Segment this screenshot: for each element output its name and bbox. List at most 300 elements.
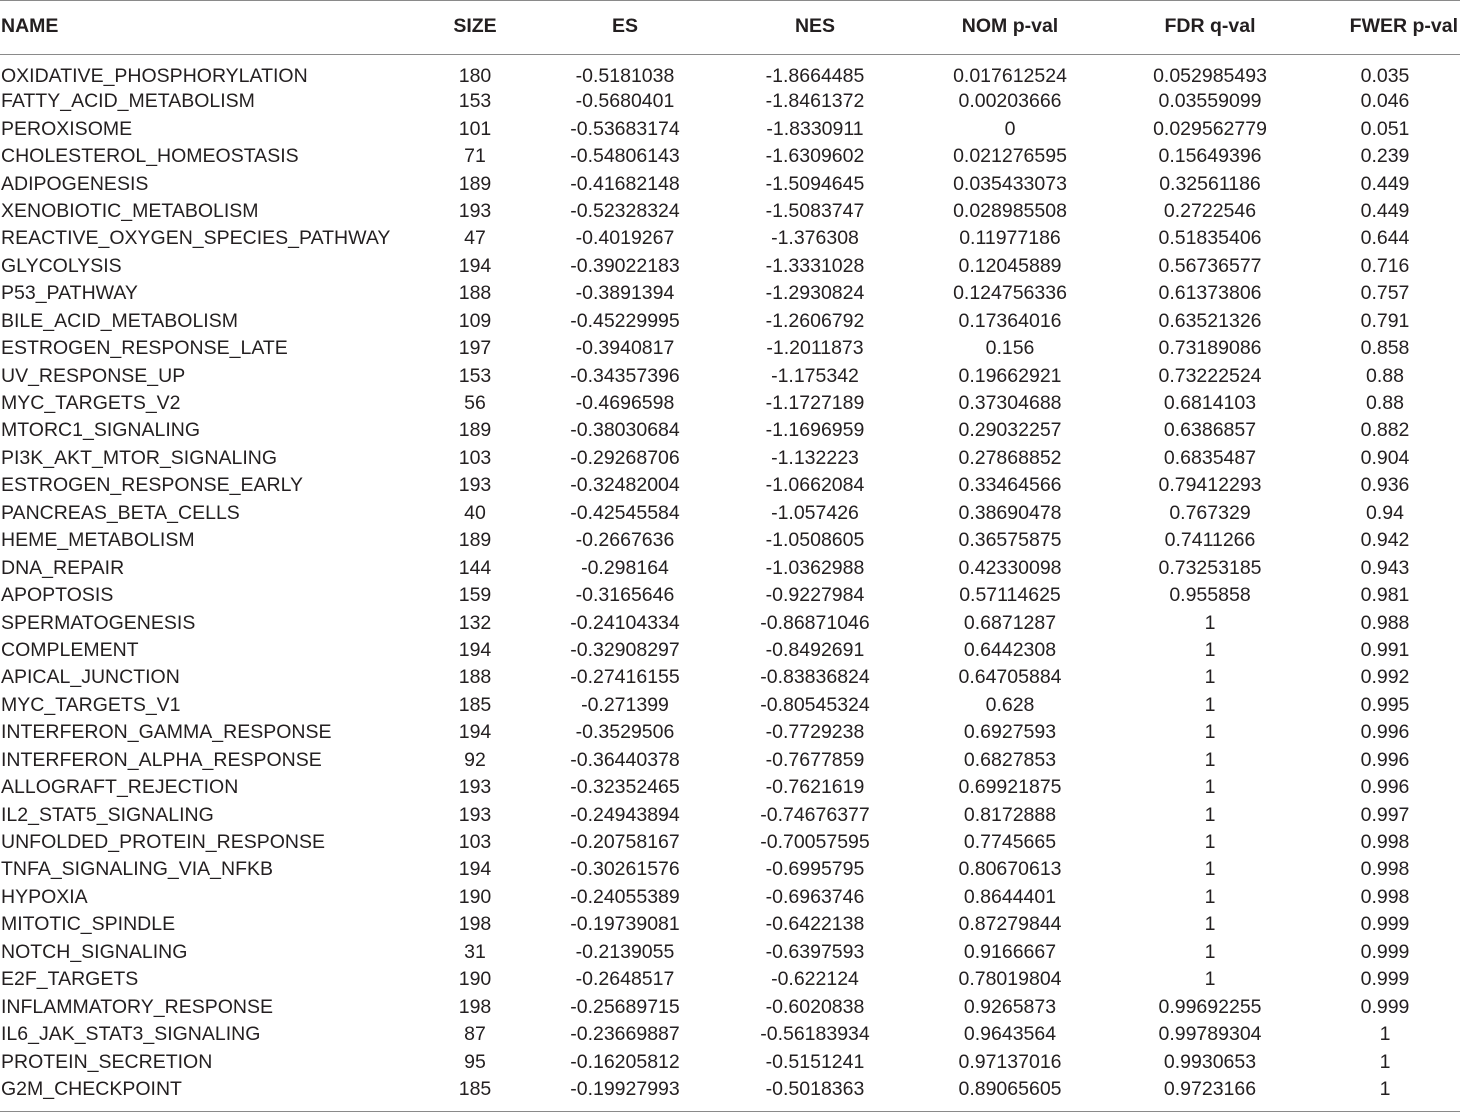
- cell-nes: -0.8492691: [765, 638, 865, 661]
- table-row: [0, 609, 1460, 636]
- cell-nom-pval: 0.37304688: [958, 392, 1062, 415]
- cell-name: INTERFERON_GAMMA_RESPONSE: [1, 721, 332, 744]
- table-row: [0, 170, 1460, 197]
- cell-fdr-qval: 0.51835406: [1158, 227, 1262, 250]
- cell-name: COMPLEMENT: [1, 638, 139, 661]
- cell-fwer-pval: 0.046: [1360, 90, 1410, 113]
- cell-fwer-pval: 0.644: [1360, 227, 1410, 250]
- cell-fdr-qval: 0.052985493: [1153, 65, 1267, 87]
- cell-size: 190: [458, 968, 492, 991]
- cell-es: -0.52328324: [570, 199, 680, 222]
- cell-nes: -0.6397593: [765, 940, 865, 963]
- table-row: [0, 554, 1460, 581]
- cell-fdr-qval: 0.03559099: [1158, 90, 1262, 113]
- cell-es: -0.53683174: [570, 117, 680, 140]
- table-row: [0, 664, 1460, 691]
- cell-fwer-pval: 0.88: [1366, 392, 1404, 415]
- cell-es: -0.32482004: [570, 474, 680, 497]
- cell-size: 189: [458, 419, 492, 442]
- cell-name: HEME_METABOLISM: [1, 529, 195, 552]
- cell-fwer-pval: 0.943: [1360, 556, 1410, 579]
- cell-name: ESTROGEN_RESPONSE_LATE: [1, 337, 288, 360]
- table-row: [0, 527, 1460, 554]
- cell-size: 198: [458, 913, 492, 936]
- cell-nes: -0.80545324: [760, 693, 870, 716]
- cell-nom-pval: 0.27868852: [958, 446, 1062, 469]
- table-row: [0, 637, 1460, 664]
- cell-name: APICAL_JUNCTION: [1, 666, 180, 689]
- table-row: [0, 829, 1460, 856]
- cell-size: 31: [464, 940, 486, 963]
- cell-fwer-pval: 0.995: [1360, 693, 1410, 716]
- cell-fdr-qval: 1: [1204, 693, 1216, 716]
- cell-fwer-pval: 0.998: [1360, 858, 1410, 881]
- cell-nes: -0.86871046: [760, 611, 870, 634]
- cell-fdr-qval: 1: [1204, 968, 1216, 991]
- cell-nes: -1.1727189: [765, 392, 865, 415]
- cell-size: 180: [458, 65, 492, 87]
- cell-nes: -0.6995795: [765, 858, 865, 881]
- cell-name: INFLAMMATORY_RESPONSE: [1, 995, 273, 1018]
- cell-fdr-qval: 0.73253185: [1158, 556, 1262, 579]
- cell-fdr-qval: 0.73222524: [1158, 364, 1262, 387]
- cell-size: 185: [458, 693, 492, 716]
- cell-name: ADIPOGENESIS: [1, 172, 149, 195]
- cell-nom-pval: 0.9166667: [963, 940, 1057, 963]
- cell-fdr-qval: 0.2722546: [1163, 199, 1257, 222]
- table-row: [0, 308, 1460, 335]
- cell-nom-pval: 0.38690478: [958, 501, 1062, 524]
- cell-fdr-qval: 0.15649396: [1158, 145, 1262, 168]
- cell-es: -0.27416155: [570, 666, 680, 689]
- cell-es: -0.2667636: [575, 529, 675, 552]
- cell-nom-pval: 0.124756336: [953, 282, 1067, 305]
- cell-es: -0.30261576: [570, 858, 680, 881]
- cell-size: 193: [458, 199, 492, 222]
- table-row: [0, 993, 1460, 1020]
- cell-nom-pval: 0.6442308: [963, 638, 1057, 661]
- cell-name: APOPTOSIS: [1, 584, 114, 607]
- cell-es: -0.2648517: [575, 968, 675, 991]
- cell-fdr-qval: 1: [1204, 721, 1216, 744]
- cell-nes: -0.56183934: [760, 1023, 870, 1046]
- cell-size: 153: [458, 364, 492, 387]
- cell-nes: -1.8330911: [766, 117, 864, 140]
- column-header-size: SIZE: [420, 1, 530, 55]
- cell-size: 109: [458, 309, 492, 332]
- cell-name: P53_PATHWAY: [1, 282, 138, 305]
- cell-name: OXIDATIVE_PHOSPHORYLATION: [1, 65, 308, 87]
- cell-name: PI3K_AKT_MTOR_SIGNALING: [1, 446, 277, 469]
- cell-fdr-qval: 0.6835487: [1163, 446, 1257, 469]
- cell-es: -0.3165646: [575, 584, 675, 607]
- table-row: [0, 856, 1460, 883]
- cell-name: CHOLESTEROL_HOMEOSTASIS: [1, 145, 299, 168]
- cell-size: 189: [458, 172, 492, 195]
- cell-fwer-pval: 0.051: [1360, 117, 1410, 140]
- cell-es: -0.24104334: [570, 611, 680, 634]
- cell-name: UV_RESPONSE_UP: [1, 364, 186, 387]
- cell-nes: -1.3331028: [765, 254, 865, 277]
- cell-nes: -0.622124: [771, 968, 859, 991]
- cell-nom-pval: 0.6827853: [963, 748, 1057, 771]
- cell-size: 71: [464, 145, 486, 168]
- cell-fwer-pval: 0.999: [1360, 913, 1410, 936]
- cell-fwer-pval: 0.999: [1360, 995, 1410, 1018]
- cell-es: -0.32352465: [570, 776, 680, 799]
- cell-nom-pval: 0.6871287: [963, 611, 1057, 634]
- table-row: [0, 939, 1460, 966]
- cell-es: -0.16205812: [570, 1050, 680, 1073]
- cell-es: -0.42545584: [570, 501, 680, 524]
- cell-es: -0.20758167: [570, 831, 680, 854]
- cell-nes: -0.70057595: [760, 831, 870, 854]
- cell-es: -0.39022183: [570, 254, 680, 277]
- cell-fdr-qval: 0.99692255: [1158, 995, 1262, 1018]
- table-row: [0, 719, 1460, 746]
- cell-nom-pval: 0.36575875: [958, 529, 1062, 552]
- cell-fdr-qval: 0.955858: [1169, 584, 1251, 607]
- cell-fwer-pval: 0.998: [1360, 831, 1410, 854]
- cell-nes: -0.7677859: [765, 748, 865, 771]
- cell-es: -0.5680401: [575, 90, 675, 113]
- cell-name: BILE_ACID_METABOLISM: [1, 309, 238, 332]
- cell-fwer-pval: 0.882: [1360, 419, 1410, 442]
- cell-nes: -1.1696959: [765, 419, 865, 442]
- table-row: [0, 335, 1460, 362]
- column-header-fdr-qval: FDR q-val: [1110, 1, 1310, 55]
- cell-es: -0.29268706: [570, 446, 680, 469]
- cell-es: -0.4019267: [575, 227, 675, 250]
- table-row: [0, 55, 1460, 89]
- table-body: [0, 55, 1460, 1112]
- table-row: [0, 390, 1460, 417]
- cell-name: E2F_TARGETS: [1, 968, 139, 991]
- cell-size: 101: [458, 117, 492, 140]
- table-row: [0, 500, 1460, 527]
- column-header-fwer-pval: FWER p-val: [1310, 1, 1460, 55]
- cell-nes: -1.2011873: [766, 337, 864, 360]
- table-row: [0, 1076, 1460, 1112]
- cell-nom-pval: 0.017612524: [953, 65, 1067, 87]
- cell-nom-pval: 0.00203666: [958, 90, 1062, 113]
- cell-nom-pval: 0.628: [985, 693, 1035, 716]
- cell-nom-pval: 0.80670613: [958, 858, 1062, 881]
- cell-fwer-pval: 0.757: [1360, 282, 1410, 305]
- cell-fdr-qval: 1: [1204, 611, 1216, 634]
- column-header-nom-pval: NOM p-val: [910, 1, 1110, 55]
- cell-size: 193: [458, 776, 492, 799]
- cell-fdr-qval: 0.9930653: [1163, 1050, 1257, 1073]
- cell-fdr-qval: 0.6386857: [1163, 419, 1257, 442]
- cell-size: 144: [458, 556, 492, 579]
- table-row: [0, 280, 1460, 307]
- cell-nom-pval: 0.9643564: [963, 1023, 1057, 1046]
- cell-fdr-qval: 1: [1204, 748, 1216, 771]
- cell-fdr-qval: 0.6814103: [1163, 392, 1257, 415]
- column-header-es: ES: [530, 1, 720, 55]
- cell-nes: -1.175342: [771, 364, 859, 387]
- cell-nes: -0.6422138: [765, 913, 865, 936]
- cell-es: -0.298164: [581, 556, 669, 579]
- cell-nom-pval: 0.028985508: [953, 199, 1067, 222]
- cell-fwer-pval: 0.449: [1360, 199, 1410, 222]
- cell-nom-pval: 0.17364016: [958, 309, 1062, 332]
- cell-es: -0.271399: [581, 693, 669, 716]
- cell-nes: -0.7729238: [765, 721, 865, 744]
- cell-size: 56: [464, 392, 486, 415]
- cell-es: -0.19739081: [570, 913, 680, 936]
- cell-nom-pval: 0.7745665: [963, 831, 1057, 854]
- table-row: [0, 1048, 1460, 1075]
- cell-size: 197: [458, 337, 492, 360]
- cell-nes: -1.6309602: [765, 145, 865, 168]
- table-row: [0, 1021, 1460, 1048]
- cell-nom-pval: 0.78019804: [958, 968, 1062, 991]
- cell-name: IL2_STAT5_SIGNALING: [1, 803, 214, 826]
- table-row: [0, 966, 1460, 993]
- cell-es: -0.45229995: [570, 309, 680, 332]
- cell-fwer-pval: 0.449: [1360, 172, 1410, 195]
- cell-nes: -1.132223: [771, 446, 859, 469]
- cell-nes: -1.0362988: [765, 556, 865, 579]
- cell-name: GLYCOLYSIS: [1, 254, 122, 277]
- table-row: [0, 774, 1460, 801]
- cell-fwer-pval: 0.858: [1360, 337, 1410, 360]
- cell-nom-pval: 0.035433073: [953, 172, 1067, 195]
- cell-fdr-qval: 0.7411266: [1164, 529, 1256, 552]
- cell-name: XENOBIOTIC_METABOLISM: [1, 199, 259, 222]
- cell-nom-pval: 0.12045889: [958, 254, 1062, 277]
- cell-es: -0.4696598: [575, 392, 675, 415]
- cell-nes: -1.057426: [771, 501, 859, 524]
- cell-fwer-pval: 1: [1379, 1023, 1391, 1046]
- cell-size: 194: [458, 721, 492, 744]
- cell-es: -0.41682148: [570, 172, 680, 195]
- cell-fdr-qval: 0.32561186: [1159, 172, 1261, 195]
- cell-size: 193: [458, 474, 492, 497]
- cell-size: 193: [458, 803, 492, 826]
- cell-fdr-qval: 1: [1204, 885, 1216, 908]
- table-row: [0, 362, 1460, 389]
- cell-fwer-pval: 0.997: [1360, 803, 1410, 826]
- cell-name: MITOTIC_SPINDLE: [1, 913, 176, 936]
- cell-fdr-qval: 1: [1204, 913, 1216, 936]
- cell-fdr-qval: 1: [1204, 940, 1216, 963]
- table-row: [0, 143, 1460, 170]
- cell-size: 198: [458, 995, 492, 1018]
- cell-fdr-qval: 0.73189086: [1158, 337, 1262, 360]
- cell-fwer-pval: 0.716: [1360, 254, 1410, 277]
- cell-size: 40: [464, 501, 486, 524]
- cell-nes: -1.8664485: [765, 65, 865, 87]
- cell-size: 103: [458, 446, 492, 469]
- cell-nom-pval: 0.9265873: [963, 995, 1057, 1018]
- cell-name: UNFOLDED_PROTEIN_RESPONSE: [1, 831, 325, 854]
- column-header-name: NAME: [0, 1, 420, 55]
- cell-size: 153: [458, 90, 492, 113]
- cell-size: 103: [458, 831, 492, 854]
- cell-fwer-pval: 0.999: [1360, 968, 1410, 991]
- table-header-row: [0, 1, 1460, 55]
- cell-fwer-pval: 0.88: [1366, 364, 1404, 387]
- cell-size: 159: [458, 584, 492, 607]
- cell-size: 132: [458, 611, 492, 634]
- cell-fwer-pval: 1: [1379, 1050, 1391, 1073]
- cell-nom-pval: 0.11977186: [959, 227, 1061, 250]
- cell-fdr-qval: 1: [1204, 638, 1216, 661]
- cell-nes: -1.2606792: [765, 309, 865, 332]
- table-row: [0, 582, 1460, 609]
- cell-nom-pval: 0.57114625: [959, 584, 1061, 607]
- table-row: [0, 198, 1460, 225]
- cell-fwer-pval: 1: [1310, 1076, 1460, 1112]
- table-row: [0, 88, 1460, 115]
- cell-fwer-pval: 0.999: [1360, 940, 1410, 963]
- cell-name: MTORC1_SIGNALING: [1, 419, 201, 442]
- cell-nes: -0.74676377: [760, 803, 870, 826]
- cell-es: -0.54806143: [570, 145, 680, 168]
- cell-es: -0.3529506: [575, 721, 675, 744]
- cell-nes: -0.6963746: [765, 885, 865, 908]
- table-row: [0, 472, 1460, 499]
- cell-nes: -1.5094645: [765, 172, 865, 195]
- cell-fdr-qval: 0.767329: [1169, 501, 1251, 524]
- cell-nes: -0.7621619: [765, 776, 865, 799]
- cell-name: FATTY_ACID_METABOLISM: [1, 90, 255, 113]
- cell-nes: -1.376308: [771, 227, 859, 250]
- cell-nom-pval: 0.021276595: [953, 145, 1067, 168]
- cell-name: MYC_TARGETS_V2: [1, 392, 181, 415]
- table-row: [0, 801, 1460, 828]
- cell-nes: -1.0662084: [765, 474, 865, 497]
- cell-size: 95: [464, 1050, 486, 1073]
- cell-es: -0.3891394: [575, 282, 675, 305]
- cell-fwer-pval: 0.936: [1360, 474, 1410, 497]
- cell-nes: -0.83836824: [760, 666, 870, 689]
- table-row: [0, 911, 1460, 938]
- cell-name: HYPOXIA: [1, 885, 88, 908]
- cell-fwer-pval: 0.996: [1360, 748, 1410, 771]
- cell-fwer-pval: 0.239: [1360, 145, 1410, 168]
- column-header-nes: NES: [720, 1, 910, 55]
- cell-fdr-qval: 0.56736577: [1158, 254, 1262, 277]
- table-row: [0, 692, 1460, 719]
- cell-nom-pval: 0.19662921: [958, 364, 1062, 387]
- cell-nom-pval: 0.97137016: [958, 1050, 1062, 1073]
- cell-size: 189: [458, 529, 492, 552]
- cell-es: -0.34357396: [570, 364, 680, 387]
- cell-es: -0.23669887: [570, 1023, 680, 1046]
- table-row: [0, 884, 1460, 911]
- cell-fdr-qval: 0.029562779: [1153, 117, 1267, 140]
- cell-nom-pval: 0.8172888: [963, 803, 1057, 826]
- table-row: [0, 225, 1460, 252]
- cell-fdr-qval: 1: [1204, 831, 1216, 854]
- cell-es: -0.19927993: [530, 1076, 720, 1112]
- table-row: [0, 445, 1460, 472]
- cell-name: PROTEIN_SECRETION: [1, 1050, 213, 1073]
- cell-size: 190: [458, 885, 492, 908]
- cell-fdr-qval: 0.99789304: [1158, 1023, 1262, 1046]
- cell-nes: -0.5018363: [720, 1076, 910, 1112]
- cell-name: PANCREAS_BETA_CELLS: [1, 501, 240, 524]
- cell-size: 194: [458, 638, 492, 661]
- cell-es: -0.24943894: [570, 803, 680, 826]
- cell-fdr-qval: 0.63521326: [1158, 309, 1262, 332]
- cell-fdr-qval: 1: [1204, 666, 1216, 689]
- cell-fwer-pval: 0.996: [1360, 776, 1410, 799]
- cell-es: -0.36440378: [570, 748, 680, 771]
- cell-es: -0.25689715: [570, 995, 680, 1018]
- cell-fwer-pval: 0.991: [1360, 638, 1410, 661]
- cell-fwer-pval: 0.998: [1360, 885, 1410, 908]
- cell-fdr-qval: 0.61373806: [1158, 282, 1262, 305]
- cell-fdr-qval: 1: [1204, 803, 1216, 826]
- table-row: [0, 417, 1460, 444]
- cell-fdr-qval: 0.79412293: [1158, 474, 1262, 497]
- table-row: [0, 747, 1460, 774]
- cell-fdr-qval: 1: [1204, 858, 1216, 881]
- table-row: [0, 115, 1460, 142]
- cell-nom-pval: 0: [1004, 117, 1016, 140]
- cell-nom-pval: 0.6927593: [963, 721, 1057, 744]
- cell-fdr-qval: 0.9723166: [1110, 1076, 1310, 1112]
- cell-fwer-pval: 0.035: [1360, 65, 1410, 87]
- cell-es: -0.32908297: [570, 638, 680, 661]
- cell-nom-pval: 0.89065605: [910, 1076, 1110, 1112]
- cell-nes: -1.0508605: [765, 529, 865, 552]
- cell-name: TNFA_SIGNALING_VIA_NFKB: [1, 858, 274, 881]
- cell-nom-pval: 0.64705884: [958, 666, 1062, 689]
- cell-name: ESTROGEN_RESPONSE_EARLY: [1, 474, 303, 497]
- cell-name: MYC_TARGETS_V1: [1, 693, 181, 716]
- cell-nom-pval: 0.8644401: [963, 885, 1057, 908]
- cell-es: -0.3940817: [575, 337, 675, 360]
- cell-nom-pval: 0.29032257: [958, 419, 1062, 442]
- cell-fwer-pval: 0.94: [1366, 501, 1404, 524]
- cell-name: G2M_CHECKPOINT: [0, 1076, 420, 1112]
- cell-name: DNA_REPAIR: [1, 556, 125, 579]
- cell-name: ALLOGRAFT_REJECTION: [1, 776, 239, 799]
- cell-size: 185: [420, 1076, 530, 1112]
- cell-fwer-pval: 0.942: [1360, 529, 1410, 552]
- cell-name: INTERFERON_ALPHA_RESPONSE: [1, 748, 322, 771]
- table-row: [0, 253, 1460, 280]
- cell-name: REACTIVE_OXYGEN_SPECIES_PATHWAY: [1, 227, 391, 250]
- cell-fwer-pval: 0.791: [1360, 309, 1410, 332]
- cell-nom-pval: 0.42330098: [958, 556, 1062, 579]
- cell-nom-pval: 0.156: [985, 337, 1035, 360]
- cell-es: -0.38030684: [570, 419, 680, 442]
- cell-fwer-pval: 0.996: [1360, 721, 1410, 744]
- cell-nes: -0.6020838: [765, 995, 865, 1018]
- cell-nom-pval: 0.87279844: [958, 913, 1062, 936]
- cell-nes: -0.9227984: [765, 584, 865, 607]
- cell-fwer-pval: 0.992: [1360, 666, 1410, 689]
- cell-nes: -1.2930824: [765, 282, 865, 305]
- cell-size: 87: [464, 1023, 486, 1046]
- cell-es: -0.2139055: [575, 940, 675, 963]
- cell-name: NOTCH_SIGNALING: [1, 940, 188, 963]
- cell-nom-pval: 0.33464566: [958, 474, 1062, 497]
- cell-nes: -1.5083747: [765, 199, 865, 222]
- cell-es: -0.24055389: [570, 885, 680, 908]
- cell-size: 92: [464, 748, 486, 771]
- cell-name: SPERMATOGENESIS: [1, 611, 196, 634]
- cell-size: 194: [458, 254, 492, 277]
- cell-size: 194: [458, 858, 492, 881]
